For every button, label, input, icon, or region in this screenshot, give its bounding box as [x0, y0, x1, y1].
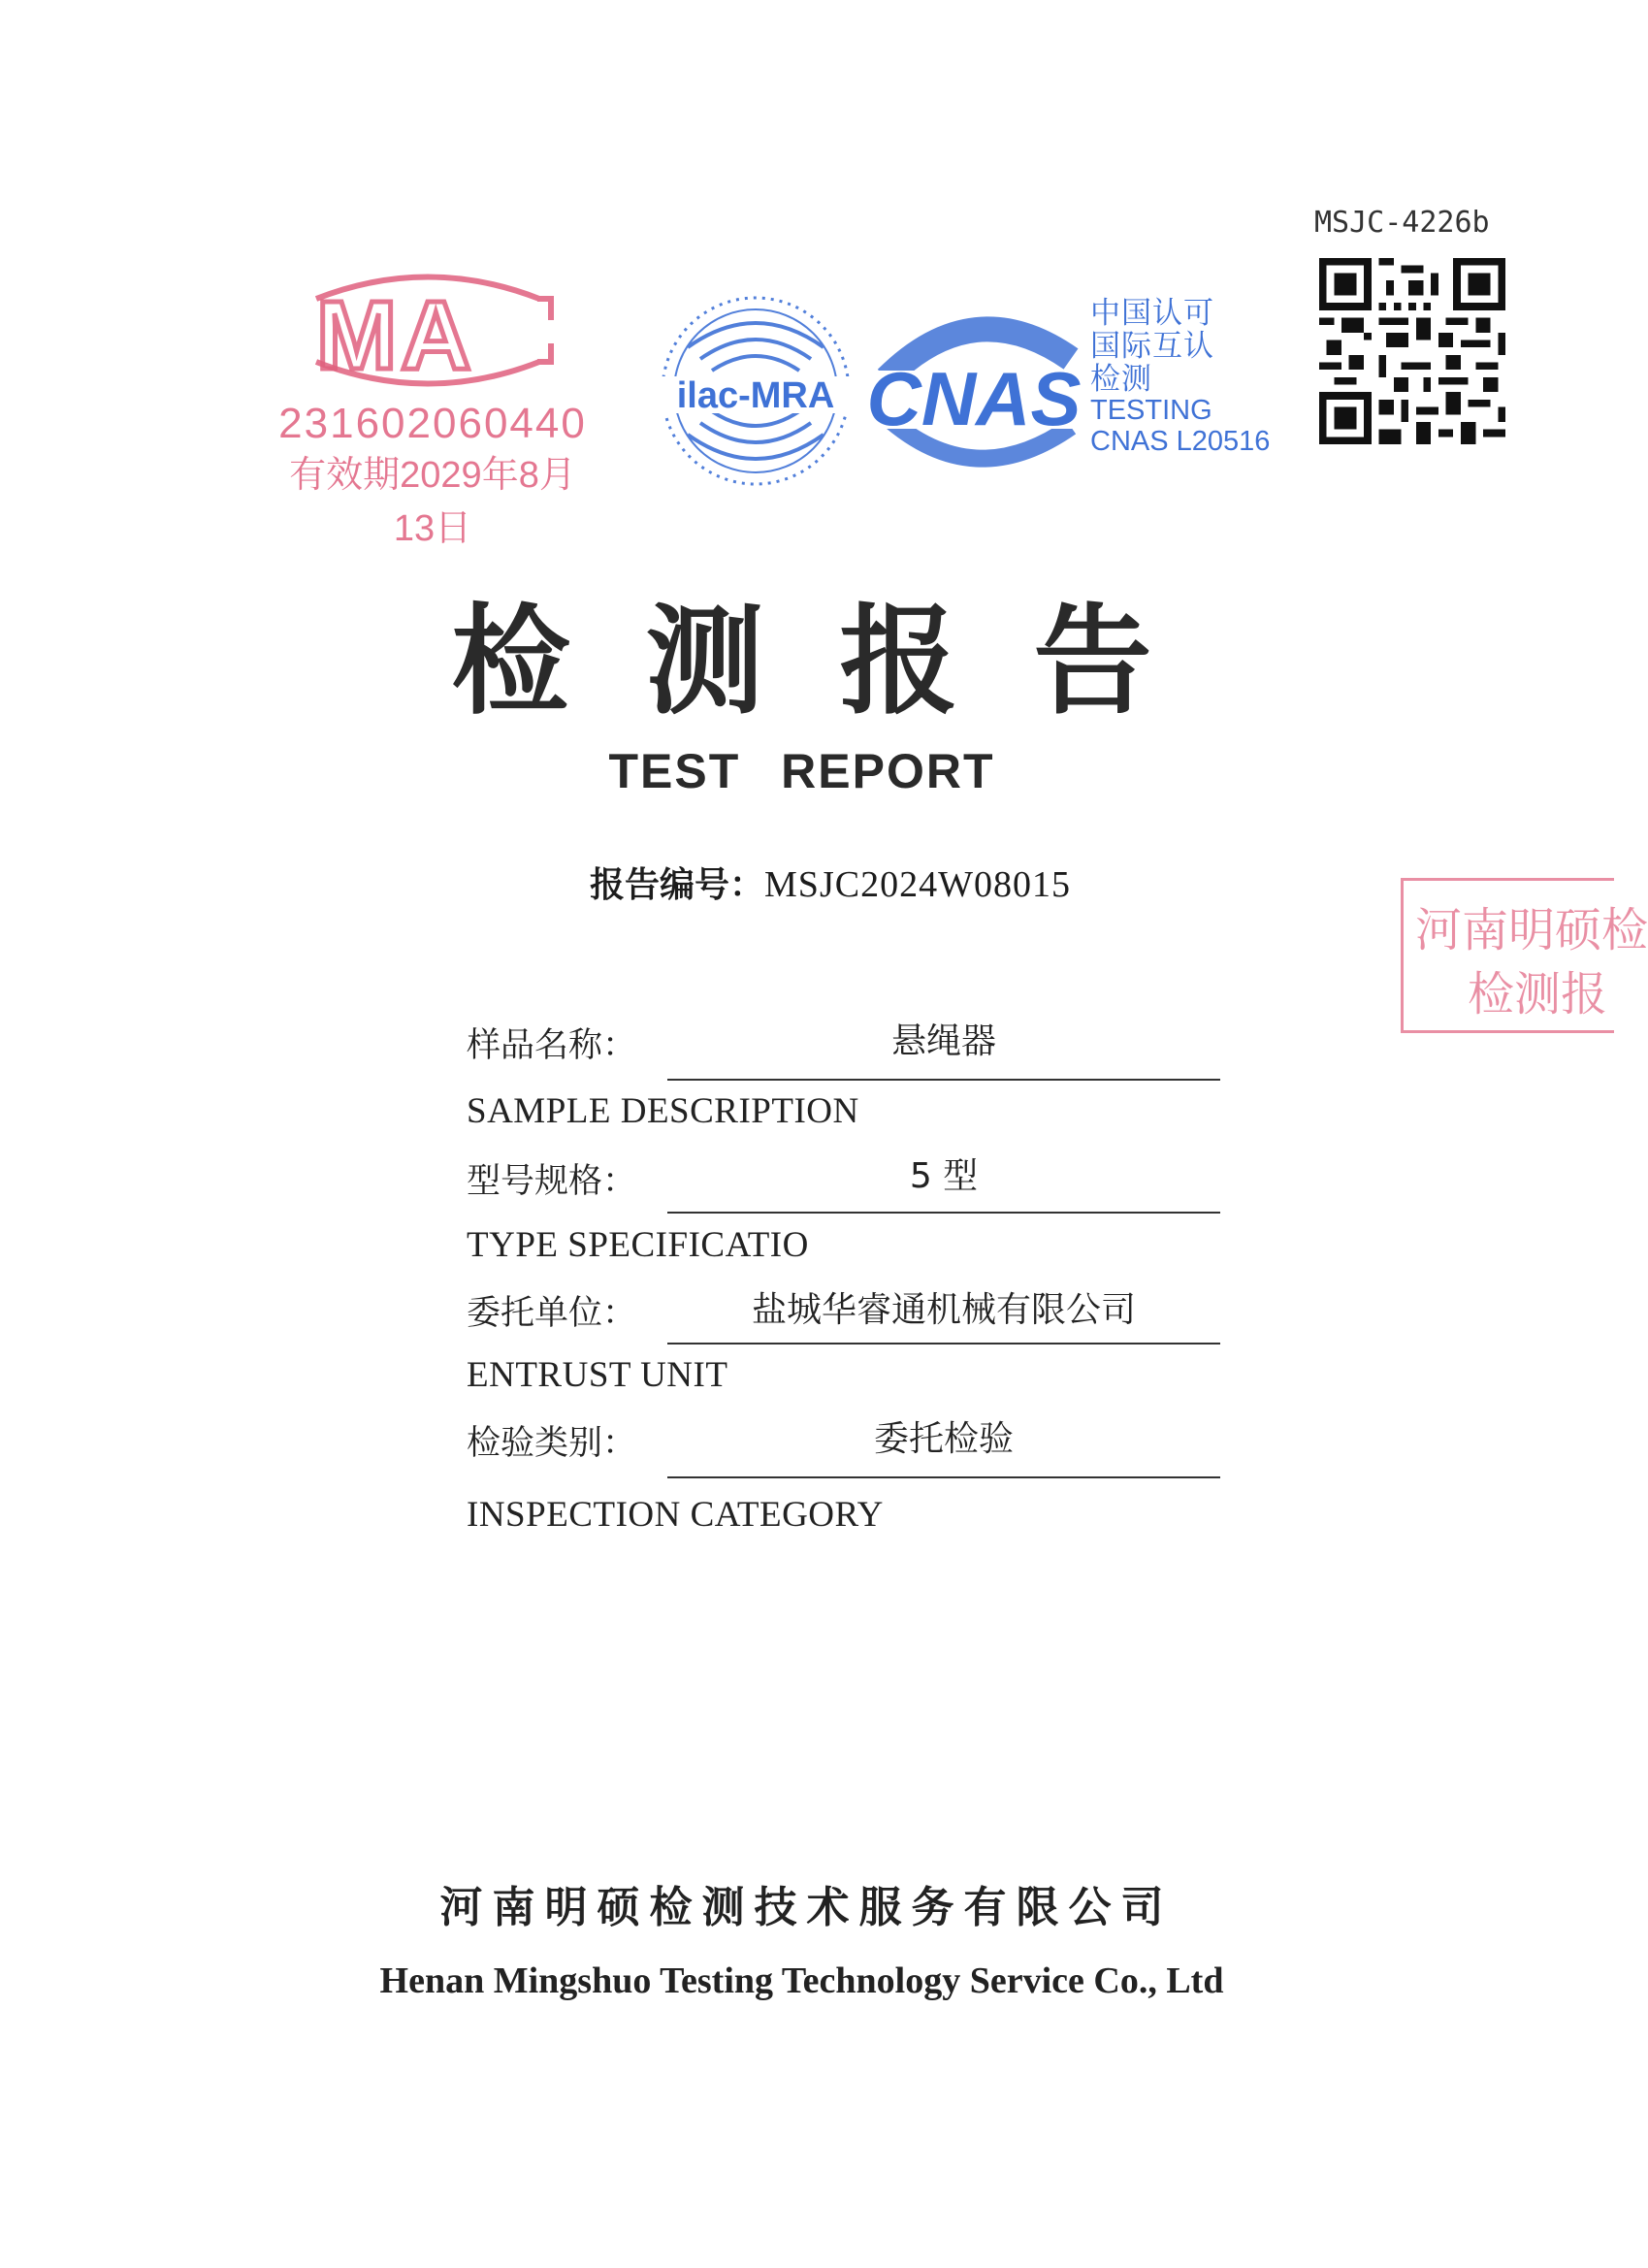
sample-label-cn: 样品名称： — [467, 1026, 637, 1065]
type-underline — [667, 1212, 1220, 1214]
category-label-en: INSPECTION CATEGORY — [467, 1495, 884, 1535]
type-value: 5 型 — [909, 1156, 979, 1196]
edge-stamp-line: 检测报 — [1468, 967, 1608, 1021]
cnas-caption — [1090, 297, 1270, 458]
sample-value: 悬绳器 — [890, 1021, 996, 1061]
entrust-underline — [667, 1343, 1220, 1345]
category-underline — [667, 1476, 1220, 1478]
category-value: 委托检验 — [873, 1419, 1014, 1459]
cnas-cn-line: 国际互认 — [1090, 329, 1214, 364]
cnas-cn-line: 中国认可 — [1090, 296, 1214, 330]
sample-underline — [667, 1079, 1220, 1081]
report-number-value: MSJC2024W08015 — [764, 864, 1071, 905]
company-name-cn: 河南明硕检测技术服务有限公司 — [439, 1883, 1174, 1932]
type-label-cn: 型号规格： — [467, 1162, 637, 1201]
cnas-en-line: TESTING — [1090, 395, 1212, 427]
svg-text:CNAS: CNAS — [866, 356, 1082, 441]
category-label-cn: 检验类别： — [467, 1424, 637, 1463]
title-en: TEST REPORT — [608, 744, 995, 798]
qr-code[interactable] — [1319, 258, 1505, 444]
edge-stamp — [1401, 878, 1648, 1033]
cnas-logo — [857, 301, 1090, 485]
title-cn: 检测报告 — [451, 591, 1228, 730]
company-name-en: Henan Mingshuo Testing Technology Service Co., Ltd — [379, 1960, 1224, 2001]
cnas-cn-line: 检测 — [1090, 362, 1152, 397]
document-code: MSJC-4226b — [1314, 206, 1490, 240]
edge-stamp-line: 河南明硕检 — [1415, 903, 1648, 957]
entrust-value: 盐城华睿通机械有限公司 — [751, 1290, 1136, 1330]
sample-label-en: SAMPLE DESCRIPTION — [467, 1091, 859, 1131]
cma-valid-date: 有效期2029年8月13日 — [289, 455, 576, 549]
ilac-mra-logo — [654, 289, 857, 493]
cnas-en-line: CNAS L20516 — [1090, 426, 1271, 458]
svg-text:ilac-MRA: ilac-MRA — [676, 375, 835, 416]
cma-cert-number: 231602060440 — [278, 400, 587, 447]
type-label-en: TYPE SPECIFICATIO — [467, 1225, 809, 1265]
cma-logo — [297, 260, 559, 401]
entrust-label-en: ENTRUST UNIT — [467, 1355, 728, 1395]
report-number-label: 报告编号： — [590, 865, 765, 905]
report-number — [590, 858, 1071, 907]
entrust-label-cn: 委托单位： — [467, 1294, 637, 1333]
svg-text:MA: MA — [316, 281, 475, 390]
